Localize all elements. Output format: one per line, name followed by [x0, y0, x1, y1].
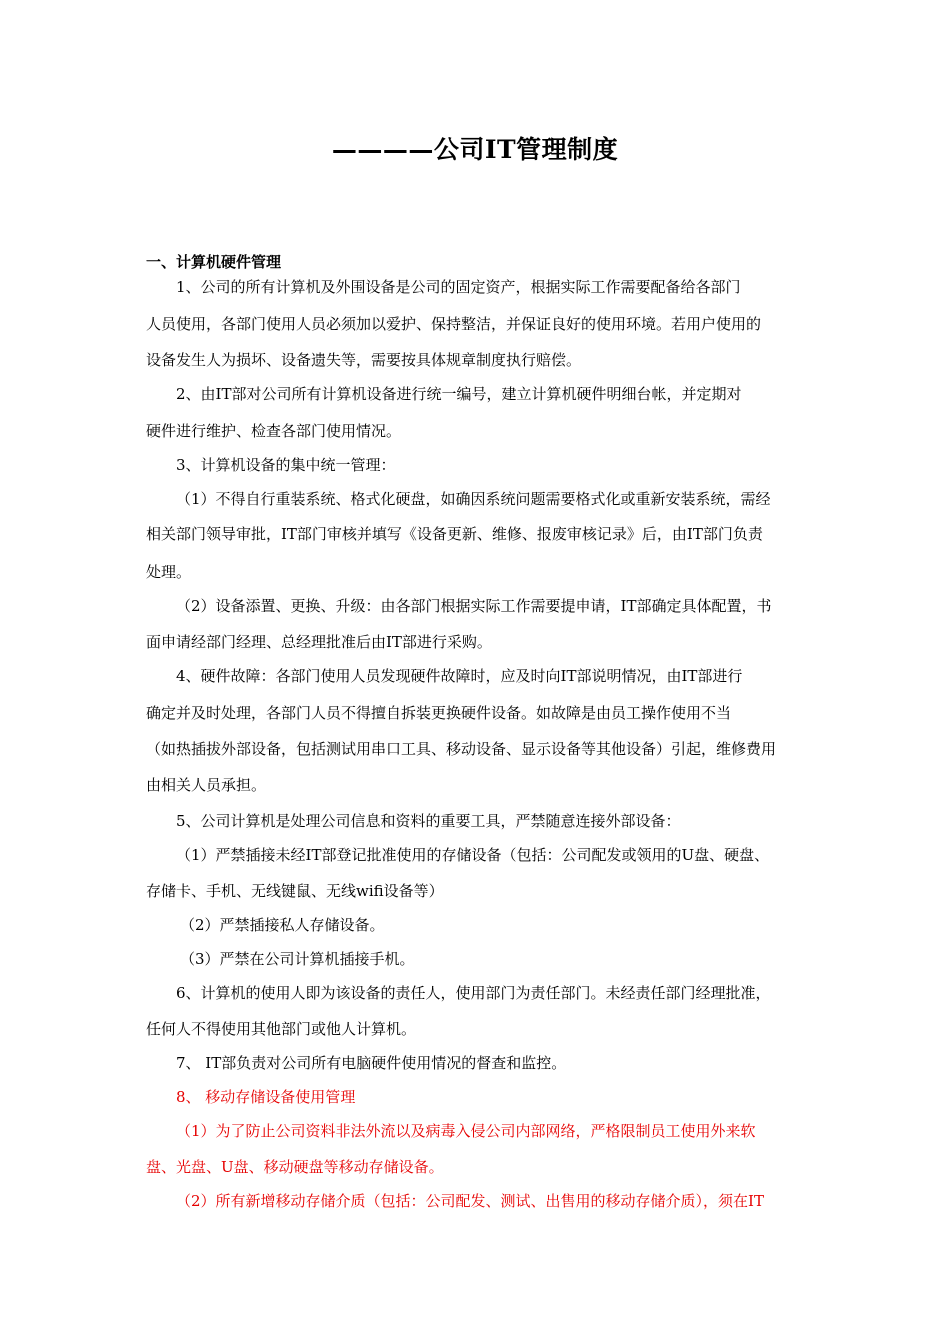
highlighted-paragraph-line: 8、 移动存储设备使用管理: [176, 1088, 356, 1106]
paragraph-line: 5、公司计算机是处理公司信息和资料的重要工具，严禁随意连接外部设备：: [176, 812, 681, 830]
highlighted-paragraph-line: 盘、光盘、U盘、移动硬盘等移动存储设备。: [146, 1158, 444, 1176]
paragraph-line: 面申请经部门经理、总经理批准后由IT部进行采购。: [146, 633, 492, 651]
paragraph-line: 4、硬件故障：各部门使用人员发现硬件故障时，应及时向IT部说明情况，由IT部进行: [176, 667, 743, 685]
paragraph-line: 处理。: [146, 563, 192, 581]
paragraph-line: （如热插拔外部设备，包括测试用串口工具、移动设备、显示设备等其他设备）引起，维修费用: [146, 740, 777, 758]
paragraph-line: 任何人不得使用其他部门或他人计算机。: [146, 1020, 417, 1038]
paragraph-line: 2、由IT部对公司所有计算机设备进行统一编号，建立计算机硬件明细台帐，并定期对: [176, 385, 742, 403]
paragraph-line: （1）严禁插接未经IT部登记批准使用的存储设备（包括：公司配发或领用的U盘、硬盘、: [176, 846, 770, 864]
paragraph-line: （2）设备添置、更换、升级：由各部门根据实际工作需要提申请，IT部确定具体配置，书: [176, 597, 772, 615]
paragraph-line: 设备发生人为损坏、设备遗失等，需要按具体规章制度执行赔偿。: [146, 351, 582, 369]
section-heading: 一、计算机硬件管理: [146, 253, 282, 271]
paragraph-line: 相关部门领导审批，IT部门审核并填写《设备更新、维修、报废审核记录》后，由IT部门负责: [146, 525, 763, 543]
paragraph-line: 存储卡、手机、无线键鼠、无线wifi设备等）: [146, 882, 444, 900]
paragraph-line: 1、公司的所有计算机及外围设备是公司的固定资产，根据实际工作需要配备给各部门: [176, 278, 741, 296]
paragraph-line: （1）不得自行重装系统、格式化硬盘，如确因系统问题需要格式化或重新安装系统，需经: [176, 490, 771, 508]
paragraph-line: 人员使用，各部门使用人员必须加以爱护、保持整洁，并保证良好的使用环境。若用户使用的: [146, 315, 762, 333]
paragraph-line: 7、 IT部负责对公司所有电脑硬件使用情况的督查和监控。: [176, 1054, 567, 1072]
paragraph-line: 确定并及时处理，各部门人员不得擅自拆装更换硬件设备。如故障是由员工操作使用不当: [146, 704, 732, 722]
document-title: ————公司IT管理制度: [331, 135, 619, 164]
paragraph-line: 6、计算机的使用人即为该设备的责任人，使用部门为责任部门。未经责任部门经理批准，: [176, 984, 771, 1002]
highlighted-paragraph-line: （2）所有新增移动存储介质（包括：公司配发、测试、出售用的移动存储介质），须在IT: [176, 1192, 764, 1210]
paragraph-line: 由相关人员承担。: [146, 776, 267, 794]
paragraph-line: （2）严禁插接私人存储设备。: [180, 916, 385, 934]
paragraph-line: （3）严禁在公司计算机插接手机。: [180, 950, 415, 968]
paragraph-line: 3、计算机设备的集中统一管理：: [176, 456, 396, 474]
paragraph-line: 硬件进行维护、检查各部门使用情况。: [146, 422, 402, 440]
highlighted-paragraph-line: （1）为了防止公司资料非法外流以及病毒入侵公司内部网络，严格限制员工使用外来软: [176, 1122, 756, 1140]
